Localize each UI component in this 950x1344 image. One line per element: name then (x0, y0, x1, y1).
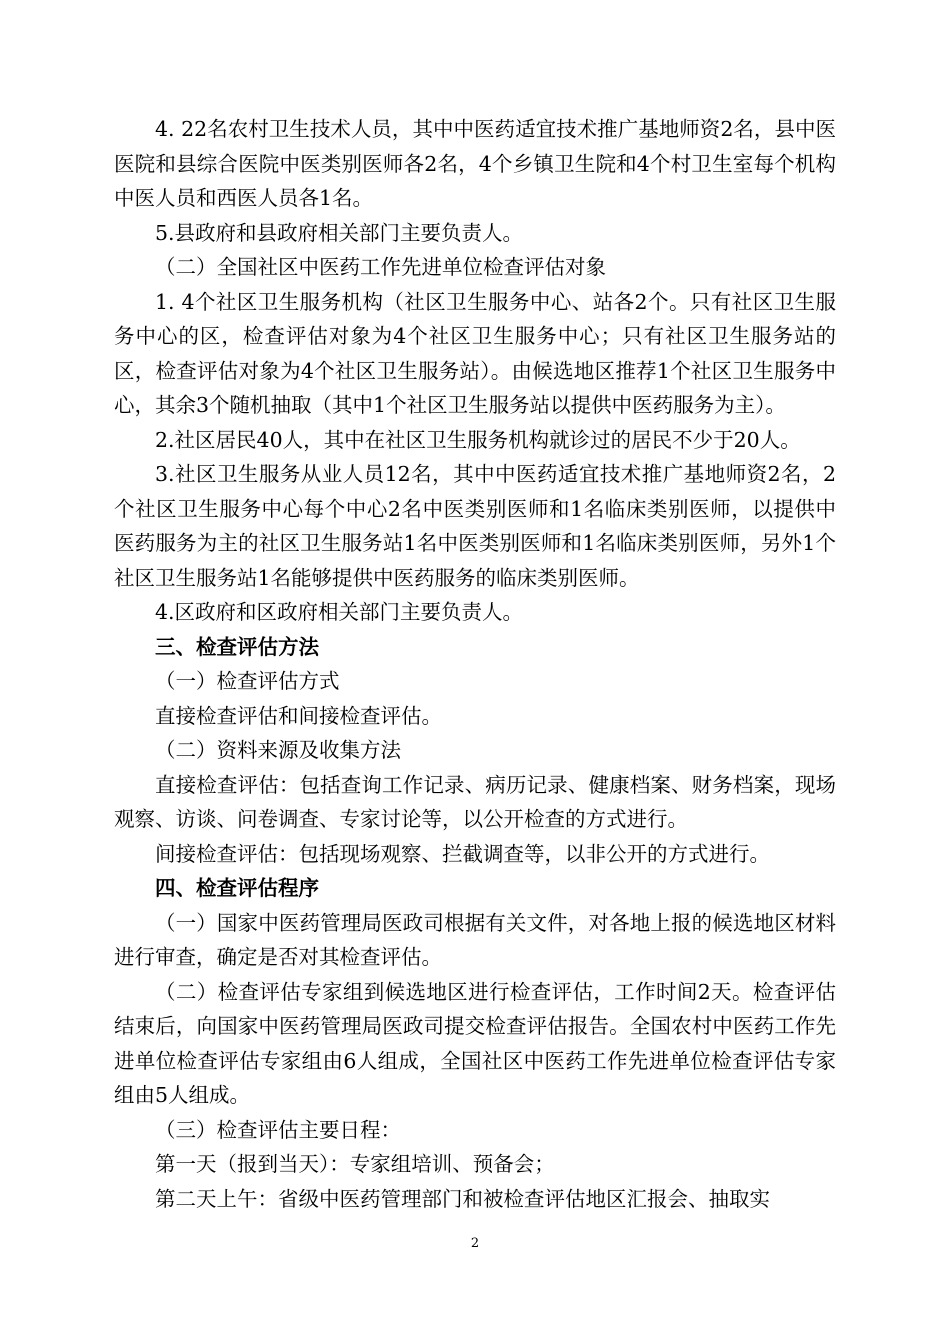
paragraph-community-residents: 2.社区居民40人，其中在社区卫生服务机构就诊过的居民不少于20人。 (155, 427, 801, 452)
paragraph-method-type: 直接检查评估和间接检查评估。 (155, 703, 442, 728)
paragraph-direct-evaluation: 直接检查评估：包括查询工作记录、病历记录、健康档案、财务档案，现场观察、访谈、问卷调查、专家讨论等，以公开检查的方式进行。 (114, 772, 836, 831)
paragraph-procedure-review: （一）国家中医药管理局医政司根据有关文件，对各地上报的候选地区材料进行审查，确定是否对其检查评估。 (114, 910, 836, 969)
paragraph-schedule-day2: 第二天上午：省级中医药管理部门和被检查评估地区汇报会、抽取实 (155, 1186, 770, 1211)
paragraph-district-gov: 4.区政府和区政府相关部门主要负责人。 (155, 600, 524, 624)
subheading-schedule: （三）检查评估主要日程： (155, 1117, 401, 1142)
section-heading-methods: 三、检查评估方法 (155, 634, 319, 659)
page-number: 2 (470, 1236, 480, 1251)
paragraph-procedure-expert-team: （二）检查评估专家组到候选地区进行检查评估，工作时间2天。检查评估结束后，向国家中医药管理局医政司提交检查评估报告。全国农村中医药工作先进单位检查评估专家组由6人组成，全国社区中医药工作先进单位检查评估专家组由5人组成。 (114, 979, 836, 1107)
paragraph-schedule-day1: 第一天（报到当天）：专家组培训、预备会； (155, 1152, 555, 1176)
document-body (114, 112, 836, 1216)
paragraph-rural-staff: 4. 22名农村卫生技术人员，其中中医药适宜技术推广基地师资2名，县中医医院和县综合医院中医类别医师各2名，4个乡镇卫生院和4个村卫生室每个机构中医人员和西医人员各1名。 (114, 117, 836, 210)
paragraph-indirect-evaluation: 间接检查评估：包括现场观察、拦截调查等，以非公开的方式进行。 (155, 841, 770, 866)
paragraph-community-institutions: 1. 4个社区卫生服务机构（社区卫生服务中心、站各2个。只有社区卫生服务中心的区，检查评估对象为4个社区卫生服务中心；只有社区卫生服务站的区，检查评估对象为4个社区卫生服务站）。由候选地区推荐1个社区卫生服务中心，其余3个随机抽取（其中1个社区卫生服务站以提供中医药服务为主）。 (114, 289, 836, 417)
subheading-method-type: （一）检查评估方式 (155, 669, 340, 693)
subheading-community-targets: （二）全国社区中医药工作先进单位检查评估对象 (155, 255, 606, 279)
section-heading-procedure: 四、检查评估程序 (155, 876, 319, 900)
paragraph-community-staff: 3.社区卫生服务从业人员12名，其中中医药适宜技术推广基地师资2名，2个社区卫生服务中心每个中心2名中医类别医师和1名临床类别医师，以提供中医药服务为主的社区卫生服务站1名中医类别医师和1名临床类别医师，另外1个社区卫生服务站1名能够提供中医药服务的临床类别医师。 (114, 462, 836, 590)
subheading-data-sources: （二）资料来源及收集方法 (155, 738, 401, 762)
paragraph-county-gov: 5.县政府和县政府相关部门主要负责人。 (155, 220, 524, 245)
